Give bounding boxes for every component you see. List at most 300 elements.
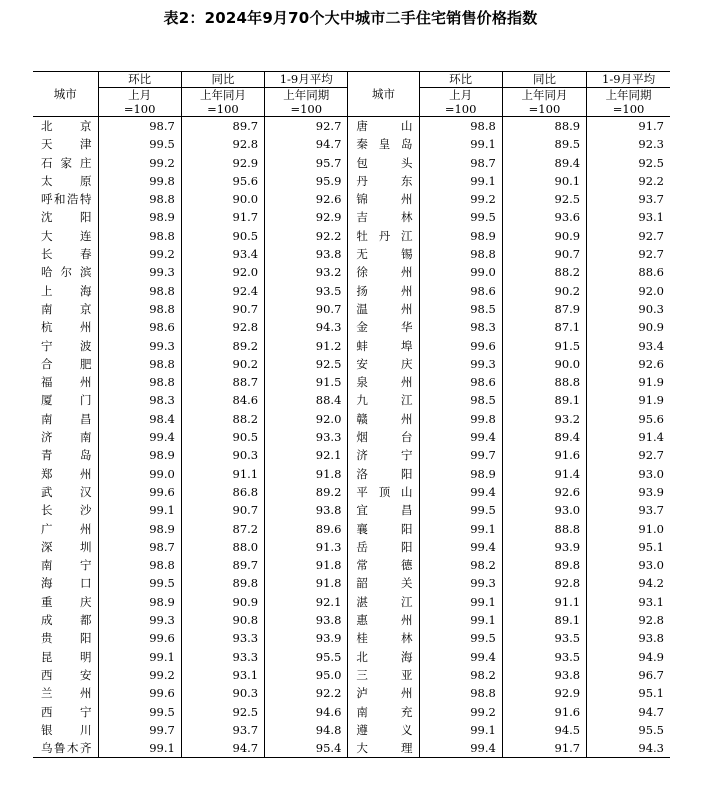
mom-index: 98.5 <box>419 300 502 318</box>
mom-index: 99.1 <box>98 648 181 666</box>
table-row <box>33 574 670 592</box>
mom-index: 99.1 <box>419 172 502 190</box>
mom-index: 99.3 <box>98 611 181 629</box>
yoy-index: 92.9 <box>181 154 264 172</box>
avg-index: 94.7 <box>587 703 670 721</box>
mom-index: 98.4 <box>98 410 181 428</box>
city-name: 银川 <box>41 722 92 737</box>
mom-index: 99.6 <box>419 337 502 355</box>
mom-index: 99.4 <box>419 739 502 758</box>
table-row <box>33 611 670 629</box>
yoy-index: 89.8 <box>181 574 264 592</box>
yoy-index: 95.6 <box>181 172 264 190</box>
city-name: 武汉 <box>41 484 92 499</box>
table-row <box>33 391 670 409</box>
table-row <box>33 483 670 501</box>
yoy-index: 90.0 <box>502 355 586 373</box>
city-name: 成都 <box>41 613 92 628</box>
city-name: 包头 <box>348 154 419 172</box>
avg-index: 92.5 <box>265 355 348 373</box>
city-name: 乌鲁木齐 <box>33 739 98 758</box>
yoy-index: 93.9 <box>502 538 586 556</box>
avg-index: 93.8 <box>265 501 348 519</box>
header-yoy-base: =100 <box>181 102 264 117</box>
avg-index: 96.7 <box>587 666 670 684</box>
avg-index: 95.9 <box>265 172 348 190</box>
avg-index: 91.8 <box>265 556 348 574</box>
mom-index: 99.2 <box>98 666 181 684</box>
avg-index: 95.0 <box>265 666 348 684</box>
table-row <box>33 648 670 666</box>
yoy-index: 88.2 <box>502 263 586 281</box>
yoy-index: 87.9 <box>502 300 586 318</box>
avg-index: 93.7 <box>587 501 670 519</box>
avg-index: 95.4 <box>265 739 348 758</box>
avg-index: 89.2 <box>265 483 348 501</box>
mom-index: 98.2 <box>419 556 502 574</box>
avg-index: 95.1 <box>587 684 670 702</box>
table-row <box>33 703 670 721</box>
city-name: 蚌埠 <box>348 337 419 355</box>
mom-index: 98.3 <box>98 391 181 409</box>
yoy-index: 91.7 <box>181 208 264 226</box>
header-avg-sub: 上年同期 <box>265 88 348 103</box>
header-avg: 1-9月平均 <box>265 72 348 88</box>
city-name: 遵义 <box>348 721 419 739</box>
mom-index: 99.5 <box>419 501 502 519</box>
yoy-index: 91.1 <box>181 465 264 483</box>
yoy-index: 89.8 <box>502 556 586 574</box>
table-row <box>33 227 670 245</box>
yoy-index: 90.3 <box>181 684 264 702</box>
city-name: 重庆 <box>41 594 92 609</box>
mom-index: 99.3 <box>419 574 502 592</box>
city-name: 济宁 <box>348 446 419 464</box>
avg-index: 92.8 <box>587 611 670 629</box>
avg-index: 94.3 <box>587 739 670 758</box>
avg-index: 95.1 <box>587 538 670 556</box>
table-row <box>33 684 670 702</box>
avg-index: 90.3 <box>587 300 670 318</box>
avg-index: 94.7 <box>265 135 348 153</box>
mom-index: 99.3 <box>419 355 502 373</box>
avg-index: 91.4 <box>587 428 670 446</box>
city-name: 北京 <box>41 119 92 133</box>
mom-index: 98.8 <box>98 300 181 318</box>
mom-index: 98.8 <box>98 373 181 391</box>
yoy-index: 88.8 <box>502 520 586 538</box>
avg-index: 88.4 <box>265 391 348 409</box>
avg-index: 93.8 <box>587 629 670 647</box>
city-name: 泸州 <box>348 684 419 702</box>
avg-index: 91.0 <box>587 520 670 538</box>
mom-index: 98.3 <box>419 318 502 336</box>
avg-index: 95.5 <box>587 721 670 739</box>
mom-index: 98.8 <box>98 355 181 373</box>
city-name: 秦皇岛 <box>348 135 419 153</box>
city-name: 烟台 <box>348 428 419 446</box>
yoy-index: 90.2 <box>502 282 586 300</box>
mom-index: 99.1 <box>98 739 181 758</box>
city-name: 厦门 <box>41 393 92 408</box>
avg-index: 95.5 <box>265 648 348 666</box>
header-avg-sub-2: 上年同期 <box>587 88 670 103</box>
yoy-index: 91.7 <box>502 739 586 758</box>
avg-index: 92.0 <box>265 410 348 428</box>
table-row <box>33 355 670 373</box>
avg-index: 93.0 <box>587 465 670 483</box>
table-row <box>33 263 670 281</box>
yoy-index: 92.8 <box>181 135 264 153</box>
header-yoy-sub-2: 上年同月 <box>502 88 586 103</box>
yoy-index: 89.7 <box>181 117 264 136</box>
avg-index: 91.2 <box>265 337 348 355</box>
avg-index: 91.8 <box>265 465 348 483</box>
city-name: 沈阳 <box>41 210 92 225</box>
city-name: 温州 <box>348 300 419 318</box>
yoy-index: 92.6 <box>502 483 586 501</box>
yoy-index: 90.9 <box>502 227 586 245</box>
table-row <box>33 245 670 263</box>
header-mom-sub: 上月 <box>98 88 181 103</box>
city-name: 赣州 <box>348 410 419 428</box>
yoy-index: 92.8 <box>502 574 586 592</box>
avg-index: 94.3 <box>265 318 348 336</box>
avg-index: 92.2 <box>587 172 670 190</box>
city-name: 青岛 <box>41 448 92 463</box>
city-name: 锦州 <box>348 190 419 208</box>
mom-index: 98.9 <box>419 227 502 245</box>
mom-index: 99.1 <box>419 593 502 611</box>
mom-index: 99.1 <box>419 721 502 739</box>
mom-index: 99.5 <box>419 208 502 226</box>
city-name: 丹东 <box>348 172 419 190</box>
city-name: 南昌 <box>41 411 92 426</box>
table-row <box>33 721 670 739</box>
mom-index: 98.7 <box>419 154 502 172</box>
avg-index: 91.9 <box>587 373 670 391</box>
city-name: 金华 <box>348 318 419 336</box>
yoy-index: 91.4 <box>502 465 586 483</box>
yoy-index: 93.0 <box>502 501 586 519</box>
avg-index: 95.7 <box>265 154 348 172</box>
yoy-index: 93.1 <box>181 666 264 684</box>
avg-index: 93.3 <box>265 428 348 446</box>
avg-index: 93.5 <box>265 282 348 300</box>
city-name: 宜昌 <box>348 501 419 519</box>
yoy-index: 93.8 <box>502 666 586 684</box>
avg-index: 93.1 <box>587 208 670 226</box>
mom-index: 99.4 <box>98 428 181 446</box>
header-mom-sub-2: 上月 <box>419 88 502 103</box>
mom-index: 98.8 <box>419 684 502 702</box>
avg-index: 94.6 <box>265 703 348 721</box>
yoy-index: 86.8 <box>181 483 264 501</box>
avg-index: 93.9 <box>587 483 670 501</box>
yoy-index: 88.8 <box>502 373 586 391</box>
city-name: 三亚 <box>348 666 419 684</box>
avg-index: 90.7 <box>265 300 348 318</box>
yoy-index: 88.7 <box>181 373 264 391</box>
yoy-index: 90.9 <box>181 593 264 611</box>
yoy-index: 93.7 <box>181 721 264 739</box>
city-name: 太原 <box>41 173 92 188</box>
city-name: 惠州 <box>348 611 419 629</box>
avg-index: 91.9 <box>587 391 670 409</box>
mom-index: 99.2 <box>419 190 502 208</box>
city-name: 泉州 <box>348 373 419 391</box>
header-mom-base: =100 <box>98 102 181 117</box>
yoy-index: 93.4 <box>181 245 264 263</box>
page-title: 表2：2024年9月70个大中城市二手住宅销售价格指数 <box>163 9 538 27</box>
mom-index: 99.1 <box>419 135 502 153</box>
avg-index: 93.8 <box>265 611 348 629</box>
avg-index: 94.9 <box>587 648 670 666</box>
yoy-index: 90.7 <box>181 501 264 519</box>
table-row <box>33 410 670 428</box>
yoy-index: 94.5 <box>502 721 586 739</box>
avg-index: 92.5 <box>587 154 670 172</box>
city-name: 洛阳 <box>348 465 419 483</box>
yoy-index: 91.6 <box>502 446 586 464</box>
table-row <box>33 300 670 318</box>
mom-index: 99.6 <box>98 483 181 501</box>
avg-index: 91.5 <box>265 373 348 391</box>
avg-index: 90.9 <box>587 318 670 336</box>
yoy-index: 89.4 <box>502 428 586 446</box>
avg-index: 92.1 <box>265 593 348 611</box>
yoy-index: 93.5 <box>502 648 586 666</box>
yoy-index: 88.0 <box>181 538 264 556</box>
mom-index: 99.5 <box>98 703 181 721</box>
city-name: 襄阳 <box>348 520 419 538</box>
yoy-index: 94.7 <box>181 739 264 758</box>
header-yoy: 同比 <box>181 72 264 88</box>
mom-index: 99.2 <box>98 245 181 263</box>
city-name: 长春 <box>41 247 92 262</box>
avg-index: 92.0 <box>587 282 670 300</box>
mom-index: 98.9 <box>98 208 181 226</box>
header-avg-base: =100 <box>265 102 348 117</box>
yoy-index: 90.5 <box>181 227 264 245</box>
city-name: 西安 <box>41 667 92 682</box>
city-name: 海口 <box>41 576 92 591</box>
mom-index: 98.9 <box>419 465 502 483</box>
table-row <box>33 666 670 684</box>
table-row <box>33 117 670 136</box>
avg-index: 92.6 <box>587 355 670 373</box>
mom-index: 99.0 <box>419 263 502 281</box>
mom-index: 99.3 <box>98 263 181 281</box>
yoy-index: 90.1 <box>502 172 586 190</box>
yoy-index: 90.5 <box>181 428 264 446</box>
mom-index: 98.7 <box>98 538 181 556</box>
yoy-index: 90.8 <box>181 611 264 629</box>
yoy-index: 92.5 <box>502 190 586 208</box>
city-name: 大理 <box>348 739 419 758</box>
city-name: 南京 <box>41 301 92 316</box>
table-row <box>33 520 670 538</box>
mom-index: 99.6 <box>98 629 181 647</box>
header-city: 城市 <box>33 72 98 117</box>
city-name: 无锡 <box>348 245 419 263</box>
yoy-index: 89.7 <box>181 556 264 574</box>
mom-index: 99.1 <box>98 501 181 519</box>
city-name: 宁波 <box>41 338 92 353</box>
avg-index: 92.7 <box>265 117 348 136</box>
city-name: 大连 <box>41 228 92 243</box>
table-row <box>33 629 670 647</box>
yoy-index: 90.3 <box>181 446 264 464</box>
yoy-index: 92.5 <box>181 703 264 721</box>
mom-index: 98.6 <box>98 318 181 336</box>
avg-index: 92.6 <box>265 190 348 208</box>
mom-index: 98.9 <box>98 446 181 464</box>
table-row <box>33 428 670 446</box>
mom-index: 99.1 <box>419 611 502 629</box>
yoy-index: 90.7 <box>502 245 586 263</box>
avg-index: 94.2 <box>587 574 670 592</box>
city-name: 吉林 <box>348 208 419 226</box>
mom-index: 98.8 <box>419 117 502 136</box>
avg-index: 93.8 <box>265 245 348 263</box>
mom-index: 98.6 <box>419 282 502 300</box>
mom-index: 99.2 <box>419 703 502 721</box>
header-city-2: 城市 <box>348 72 419 117</box>
yoy-index: 91.1 <box>502 593 586 611</box>
avg-index: 93.1 <box>587 593 670 611</box>
avg-index: 91.8 <box>265 574 348 592</box>
city-name: 南充 <box>348 703 419 721</box>
mom-index: 98.9 <box>98 520 181 538</box>
city-name: 牡丹江 <box>348 227 419 245</box>
mom-index: 99.4 <box>419 648 502 666</box>
avg-index: 91.7 <box>587 117 670 136</box>
mom-index: 98.8 <box>419 245 502 263</box>
table-row <box>33 154 670 172</box>
mom-index: 98.8 <box>98 190 181 208</box>
mom-index: 98.8 <box>98 227 181 245</box>
avg-index: 92.9 <box>265 208 348 226</box>
avg-index: 89.6 <box>265 520 348 538</box>
avg-index: 91.3 <box>265 538 348 556</box>
avg-index: 88.6 <box>587 263 670 281</box>
yoy-index: 89.5 <box>502 135 586 153</box>
table-row <box>33 739 670 758</box>
city-name: 常德 <box>348 556 419 574</box>
yoy-index: 87.2 <box>181 520 264 538</box>
city-name: 西宁 <box>41 704 92 719</box>
yoy-index: 93.3 <box>181 629 264 647</box>
yoy-index: 90.7 <box>181 300 264 318</box>
avg-index: 93.4 <box>587 337 670 355</box>
city-name: 郑州 <box>41 466 92 481</box>
yoy-index: 88.2 <box>181 410 264 428</box>
city-name: 长沙 <box>41 503 92 518</box>
mom-index: 99.5 <box>419 629 502 647</box>
mom-index: 99.2 <box>98 154 181 172</box>
yoy-index: 90.2 <box>181 355 264 373</box>
table-body <box>33 117 670 758</box>
header-avg-2: 1-9月平均 <box>587 72 670 88</box>
mom-index: 99.4 <box>419 538 502 556</box>
yoy-index: 91.6 <box>502 703 586 721</box>
table-row <box>33 373 670 391</box>
avg-index: 92.1 <box>265 446 348 464</box>
city-name: 安庆 <box>348 355 419 373</box>
yoy-index: 89.4 <box>502 154 586 172</box>
city-name: 呼和浩特 <box>41 192 92 207</box>
mom-index: 99.1 <box>419 520 502 538</box>
table-row <box>33 556 670 574</box>
table-row <box>33 208 670 226</box>
yoy-index: 92.9 <box>502 684 586 702</box>
city-name: 贵阳 <box>41 631 92 646</box>
table-row <box>33 446 670 464</box>
yoy-index: 88.9 <box>502 117 586 136</box>
yoy-index: 93.6 <box>502 208 586 226</box>
table-row <box>33 172 670 190</box>
city-name: 扬州 <box>348 282 419 300</box>
table-row <box>33 190 670 208</box>
table-row <box>33 501 670 519</box>
yoy-index: 89.1 <box>502 391 586 409</box>
avg-index: 92.3 <box>587 135 670 153</box>
mom-index: 98.6 <box>419 373 502 391</box>
mom-index: 99.5 <box>98 135 181 153</box>
avg-index: 92.7 <box>587 227 670 245</box>
city-name: 哈尔滨 <box>41 265 92 280</box>
city-name: 昆明 <box>41 649 92 664</box>
table-row <box>33 593 670 611</box>
mom-index: 98.5 <box>419 391 502 409</box>
avg-index: 94.8 <box>265 721 348 739</box>
city-name: 唐山 <box>348 117 419 136</box>
city-name: 南宁 <box>41 558 92 573</box>
city-name: 兰州 <box>41 686 92 701</box>
city-name: 济南 <box>41 430 92 445</box>
city-name: 桂林 <box>348 629 419 647</box>
yoy-index: 91.5 <box>502 337 586 355</box>
city-name: 石家庄 <box>41 155 92 170</box>
city-name: 福州 <box>41 375 92 390</box>
yoy-index: 92.0 <box>181 263 264 281</box>
mom-index: 99.6 <box>98 684 181 702</box>
table-row <box>33 538 670 556</box>
avg-index: 93.2 <box>265 263 348 281</box>
mom-index: 99.8 <box>419 410 502 428</box>
mom-index: 98.8 <box>98 556 181 574</box>
city-name: 杭州 <box>41 320 92 335</box>
header-avg-base-2: =100 <box>587 102 670 117</box>
yoy-index: 89.1 <box>502 611 586 629</box>
mom-index: 98.2 <box>419 666 502 684</box>
city-name: 韶关 <box>348 574 419 592</box>
city-name: 合肥 <box>41 356 92 371</box>
avg-index: 93.9 <box>265 629 348 647</box>
mom-index: 98.7 <box>98 117 181 136</box>
mom-index: 99.3 <box>98 337 181 355</box>
mom-index: 99.0 <box>98 465 181 483</box>
table-row <box>33 337 670 355</box>
city-name: 九江 <box>348 391 419 409</box>
mom-index: 99.5 <box>98 574 181 592</box>
city-name: 广州 <box>41 521 92 536</box>
city-name: 岳阳 <box>348 538 419 556</box>
avg-index: 92.2 <box>265 227 348 245</box>
avg-index: 93.7 <box>587 190 670 208</box>
yoy-index: 90.0 <box>181 190 264 208</box>
